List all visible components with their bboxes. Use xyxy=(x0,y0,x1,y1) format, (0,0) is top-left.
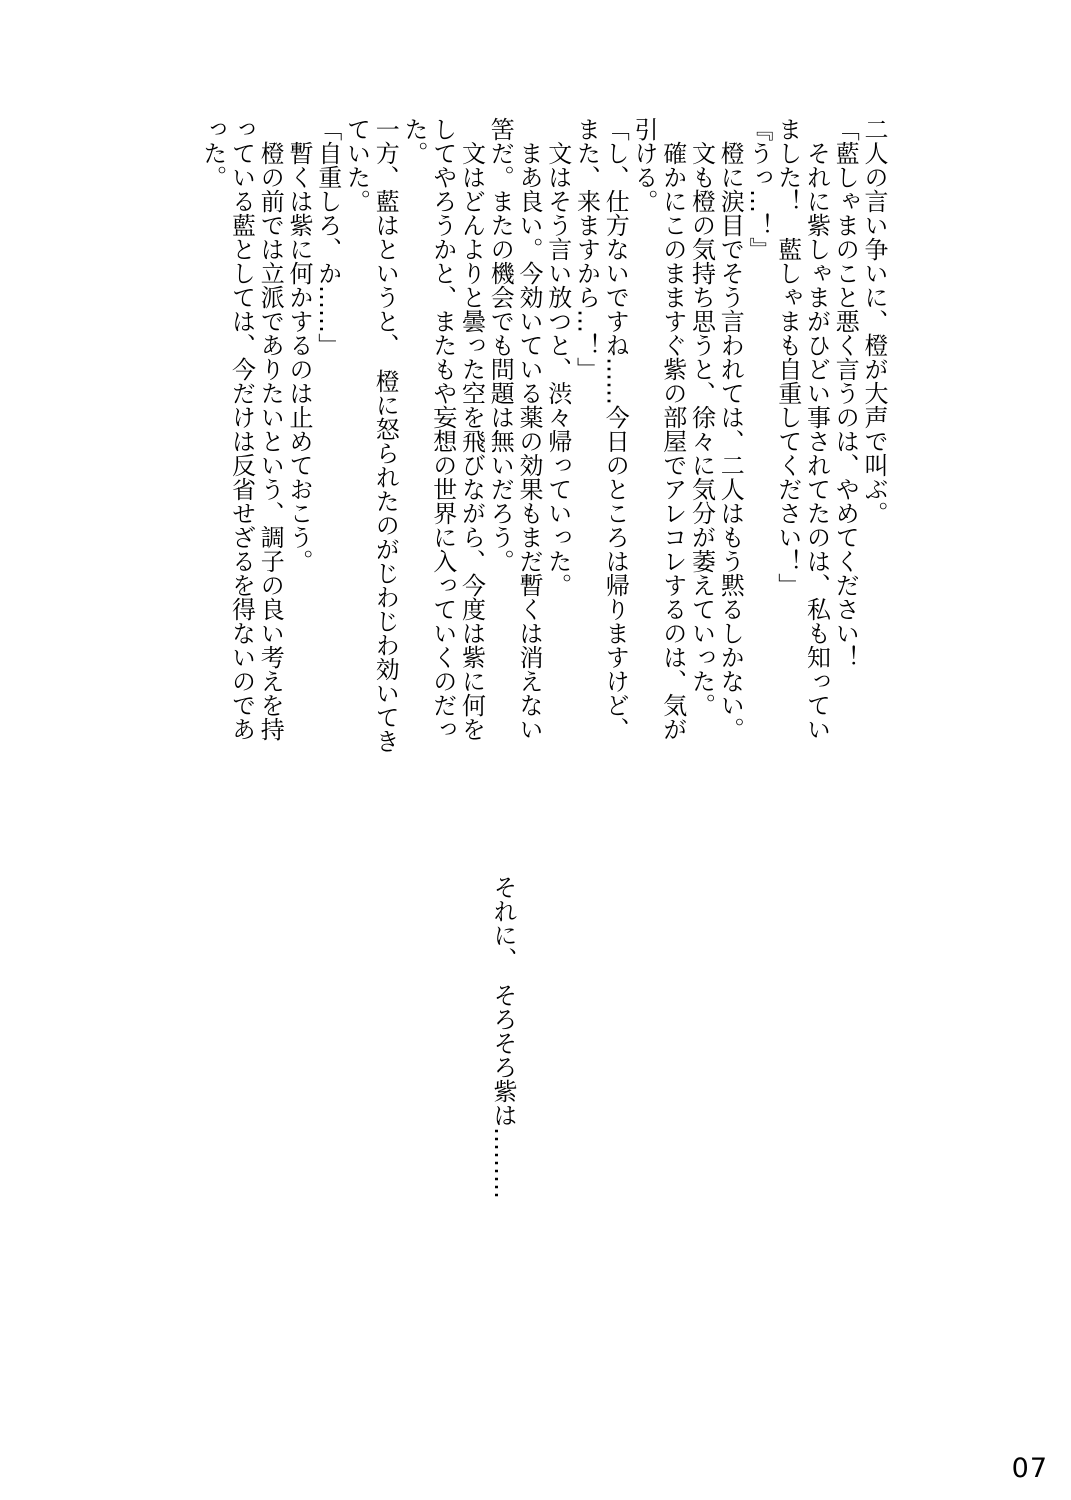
text-line: まあ良い。今効いている薬の効果もまだ暫くは消えない xyxy=(515,117,543,741)
text-line: 文も橙の気持ち思うと、徐々に気分が萎えていった。 xyxy=(687,117,716,717)
text-line: 「し、仕方ないですね……今日のところは帰りますけど、 xyxy=(601,117,630,741)
text-line: 引ける。 xyxy=(630,117,658,213)
interlude-line: それに、 そろそろ紫は……… xyxy=(489,875,517,1199)
text-line: た。 xyxy=(400,117,428,165)
text-line: 橙の前では立派でありたいという、調子の良い考えを持 xyxy=(256,117,285,741)
text-line: 文はそう言い放つと、渋々帰っていった。 xyxy=(543,117,572,597)
text-line: ました！ 藍しゃまも自重してください！」 xyxy=(773,117,802,597)
text-line: 二人の言い争いに、橙が大声で叫ぶ。 xyxy=(860,117,888,525)
text-line: ていた。 xyxy=(342,117,371,213)
text-line: 筈だ。またの機会でも問題は無いだろう。 xyxy=(486,117,515,573)
text-line: 「藍しゃまのこと悪く言うのは、やめてください！ xyxy=(831,117,860,669)
text-line: 文はどんよりと曇った空を飛びながら、今度は紫に何を xyxy=(457,117,486,741)
text-line: 「自重しろ、か……」 xyxy=(313,117,342,357)
text-line: 橙に涙目でそう言われては、二人はもう黙るしかない。 xyxy=(716,117,745,741)
text-line: 確かにこのまますぐ紫の部屋でアレコレするのは、気が xyxy=(658,117,687,741)
text-line: また、来ますから…！」 xyxy=(572,117,601,381)
text-line: っている藍としては、今だけは反省せざるを得ないのであ xyxy=(227,117,256,741)
text-line: してやろうかと、またもや妄想の世界に入っていくのだっ xyxy=(428,117,457,741)
text-line: 『うっ…！』 xyxy=(745,117,773,261)
text-line: 暫くは紫に何かするのは止めておこう。 xyxy=(285,117,313,573)
text-line: 一方、藍はというと、 橙に怒られたのがじわじわ効いてき xyxy=(371,117,400,753)
text-line: った。 xyxy=(198,117,227,189)
text-line: それに紫しゃまがひどい事されてたのは、私も知ってい xyxy=(802,117,831,741)
novel-text-block xyxy=(198,117,888,753)
page-number: 07 xyxy=(1011,1453,1048,1484)
